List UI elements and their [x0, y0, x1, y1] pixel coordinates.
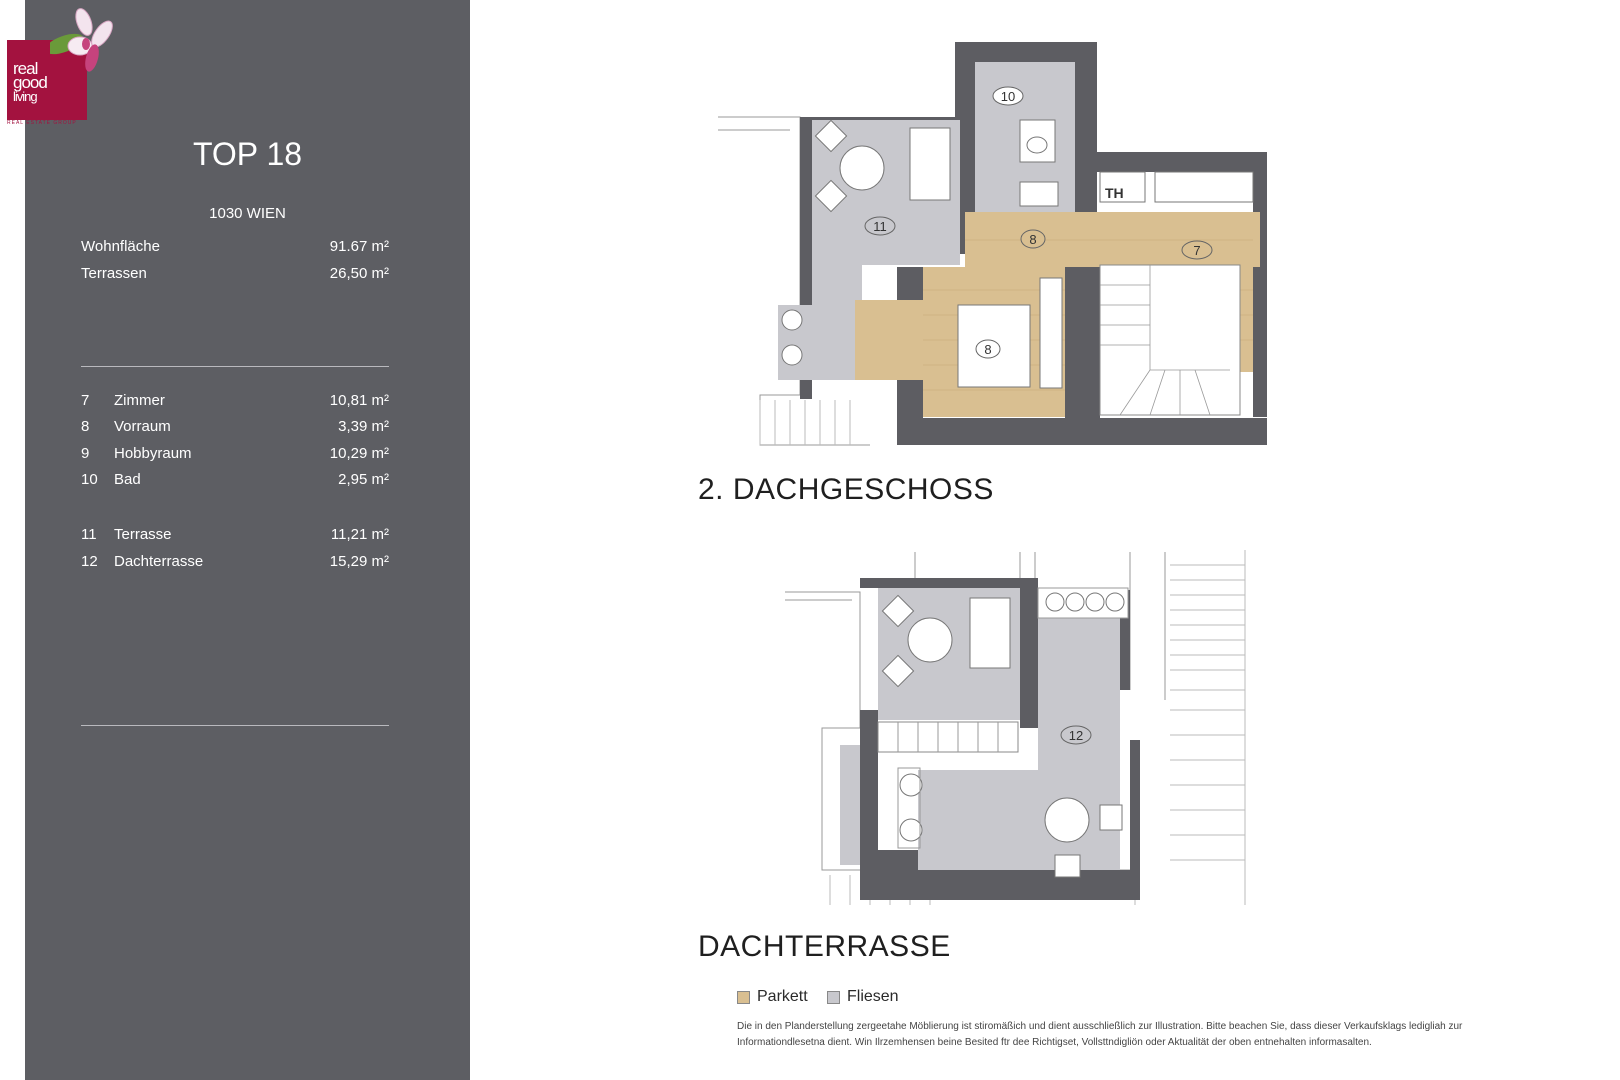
room-number: 8	[81, 418, 90, 435]
divider	[81, 725, 389, 726]
room-label: Zimmer	[114, 392, 165, 409]
label-bath: 10	[1000, 89, 1016, 104]
room-number: 11	[81, 526, 97, 543]
label-bedroom: 8	[984, 342, 992, 357]
room-area: 10,81 m²	[329, 392, 389, 409]
room-area: 2,95 m²	[338, 471, 389, 488]
room-label: Vorraum	[114, 418, 171, 435]
floor-plan-2-dachgeschoss	[700, 35, 1300, 455]
label-roof-terrace: 12	[1068, 728, 1084, 743]
parkett-swatch-icon	[737, 991, 750, 1004]
fliesen-swatch-icon	[827, 991, 840, 1004]
logo-text: real good living	[13, 59, 47, 104]
room-area: 10,29 m²	[329, 445, 389, 462]
room-area: 11,21 m²	[330, 526, 389, 543]
plan-title-lower: DACHTERRASSE	[698, 930, 951, 963]
summary-label: Wohnfläche	[81, 238, 160, 255]
room-label: Bad	[114, 471, 141, 488]
label-th: TH	[1105, 185, 1124, 201]
divider	[81, 366, 389, 367]
room-number: 7	[81, 392, 90, 409]
room-label: Hobbyraum	[114, 445, 192, 462]
room-number: 12	[81, 553, 98, 570]
disclaimer-text: Die in den Planderstellung zergeetahe Möblierung ist stiromäßich und dient ausschließlich zur Illustration. Bitte beachen Sie, dass dieser Verkaufsklags ledigliah zur Informationdlesetna dient. Win Ilrzemhensen beine Besited ftr dee Richtigset, Vollsttndigliön oder Aktualität der oben entnehalten informasalten.	[737, 1021, 1463, 1048]
legend-label: Parkett	[757, 988, 808, 1005]
room-label: Terrasse	[114, 526, 172, 543]
unit-location: 1030 WIEN	[209, 205, 286, 222]
summary-label: Terrassen	[81, 265, 147, 282]
floor-plan-dachterrasse	[780, 548, 1260, 908]
label-terrace: 11	[873, 219, 887, 234]
logo-tagline: REAL ESTATE GROUP	[7, 120, 77, 126]
room-area: 3,39 m²	[338, 418, 389, 435]
room-number: 9	[81, 445, 90, 462]
summary-value: 91.67 m²	[329, 238, 389, 255]
unit-title: TOP 18	[192, 136, 303, 172]
label-room: 7	[1193, 243, 1201, 258]
room-number: 10	[81, 471, 98, 488]
summary-value: 26,50 m²	[329, 265, 389, 282]
room-area: 15,29 m²	[329, 553, 389, 570]
label-hall: 8	[1029, 232, 1037, 247]
plan-title-upper: 2. DACHGESCHOSS	[698, 473, 994, 506]
legend-label: Fliesen	[847, 988, 899, 1005]
room-label: Dachterrasse	[114, 553, 204, 570]
orchid-icon	[50, 4, 120, 84]
